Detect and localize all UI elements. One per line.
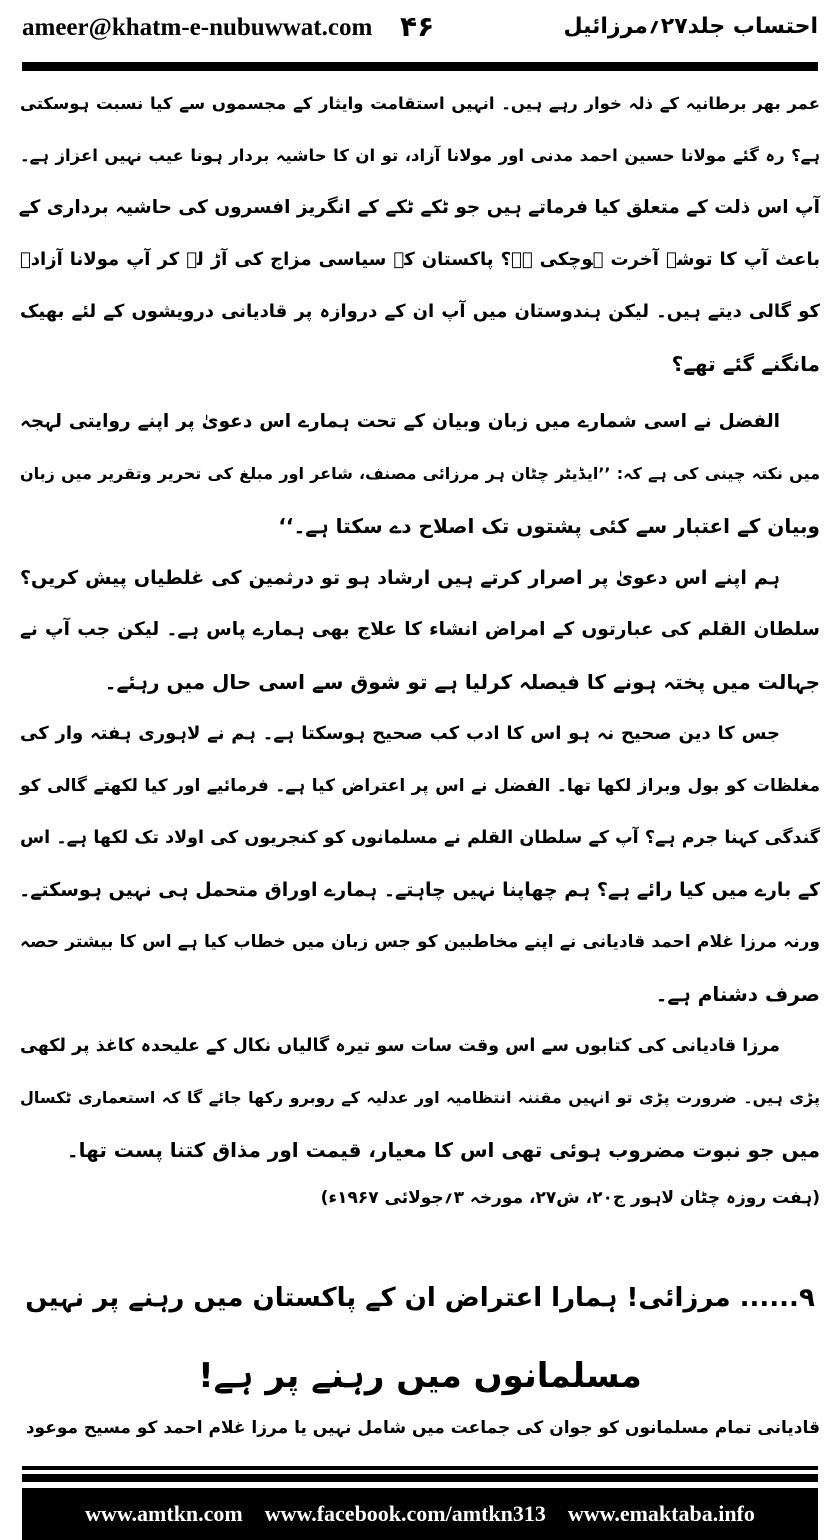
body-line: الفضل نے اسی شمارے میں زبان وبیان کے تحت ہمارے اس دعویٰ پر اپنے روایتی لہجہ [20, 411, 780, 432]
body-line: پڑی ہیں۔ ضرورت پڑی تو انہیں مقننہ انتظامیہ اور عدلیہ کے روبرو رکھا جائے گا کہ استعماری ٹکسال [20, 1088, 820, 1107]
book-title: احتساب جلد۲۷؍مرزائیل [563, 14, 818, 39]
body-line: میں جو نبوت مضروب ہوئی تھی اس کا معیار، قیمت اور مذاق کتنا پست تھا۔ [66, 1138, 820, 1162]
body-line: وبیان کے اعتبار سے کئی پشتوں تک اصلاح دے سکتا ہے۔‘‘ [278, 514, 820, 538]
page-number: ۴۶ [400, 10, 435, 43]
footer-rule-thin [22, 1466, 818, 1470]
footer-link-amtkn[interactable]: www.amtkn.com [85, 1501, 243, 1526]
section-heading-line-2: مسلمانوں میں رہنے پر ہے! [198, 1356, 642, 1396]
section-heading-line-1: ۹...... مرزائی! ہمارا اعتراض ان کے پاکستان میں رہنے پر نہیں [25, 1283, 815, 1313]
body-line: ہے؟ رہ گئے مولانا حسین احمد مدنی اور مولانا آزاد، تو ان کا حاشیہ بردار ہونا عیب نہیں اعزاز ہے۔ [20, 146, 820, 165]
body-line: مانگنے گئے تھے؟ [671, 352, 820, 376]
body-line: کے بارے میں کیا رائے ہے؟ ہم چھاپنا نہیں چاہتے۔ ہمارے اوراق متحمل ہی نہیں ہوسکتے۔ [19, 879, 820, 901]
footer-link-emaktaba[interactable]: www.emaktaba.info [567, 1501, 755, 1526]
body-line: صرف دشنام ہے۔ [655, 982, 820, 1006]
body-line: سلطان القلم کی عبارتوں کے امراض انشاء کا علاج بھی ہمارے پاس ہے۔ لیکن جب آپ نے [20, 619, 820, 640]
body-line: کو گالی دیتے ہیں۔ لیکن ہندوستان میں آپ ان کے دروازہ پر قادیانی درویشوں کے لئے بھیک [20, 301, 820, 322]
body-line: مغلظات کو بول وبراز لکھا تھا۔ الفضل نے اس پر اعتراض کیا ہے۔ فرمائیے اور کیا لکھتے گالی کو [20, 776, 820, 796]
citation: (ہفت روزہ چٹان لاہور ج۲۰، ش۲۷، مورخہ ۳؍جولائی ۱۹۶۷ء) [320, 1188, 820, 1208]
header-rule [22, 62, 818, 71]
body-line: مرزا قادیانی کی کتابوں سے اس وقت سات سو تیرہ گالیاں نکال کے علیحدہ کاغذ پر لکھی [20, 1036, 780, 1056]
body-line: میں نکتہ چینی کی ہے کہ: ’’ایڈیٹر چٹان ہر مرزائی مصنف، شاعر اور مبلغ کی تحریر وتقریر میں زبان [20, 464, 820, 483]
footer-rule-thick [22, 1474, 818, 1482]
body-line: ورنہ مرزا غلام احمد قادیانی نے اپنے مخاطبین کو جس زبان میں خطاب کیا ہے اس کا بیشتر حصہ [20, 932, 820, 952]
footer-link-facebook[interactable]: www.facebook.com/amtkn313 [264, 1501, 546, 1526]
body-line-last: قادیانی تمام مسلمانوں کو جوان کی جماعت میں شامل نہیں یا مرزا غلام احمد کو مسیح موعود [25, 1418, 820, 1438]
body-line: آپ اس ذلت کے متعلق کیا فرماتے ہیں جو ٹکے ٹکے کے انگریز افسروں کی حاشیہ برداری کے [18, 197, 820, 218]
body-line: جہالت میں پختہ ہونے کا فیصلہ کرلیا ہے تو شوق سے اسی حال میں رہئے۔ [104, 670, 820, 694]
body-line: ہم اپنے اس دعویٰ پر اصرار کرتے ہیں ارشاد ہو تو درثمین کی غلطیاں پیش کریں؟ [20, 567, 780, 589]
body-line: گندگی کہنا جرم ہے؟ آپ کے سلطان القلم نے مسلمانوں کو کنجریوں کی اولاد تک لکھا ہے۔ اس [20, 828, 820, 848]
footer-bar [22, 1488, 818, 1540]
header-email: ameer@khatm-e-nubuwwat.com [22, 14, 373, 41]
body-line: عمر بھر برطانیہ کے ذلہ خوار رہے ہیں۔ انہیں استقامت وایثار کے مجسموں سے کیا نسبت ہوسکتی [20, 94, 820, 113]
body-line: باعث آپ کا توشۂ آخرت ہوچکی ہے؟ پاکستان کے سیاسی مزاج کی آڑ لے کر آپ مولانا آزادؒ [20, 249, 820, 270]
body-line: جس کا دین صحیح نہ ہو اس کا ادب کب صحیح ہوسکتا ہے۔ ہم نے لاہوری ہفتہ وار کی [20, 723, 780, 744]
